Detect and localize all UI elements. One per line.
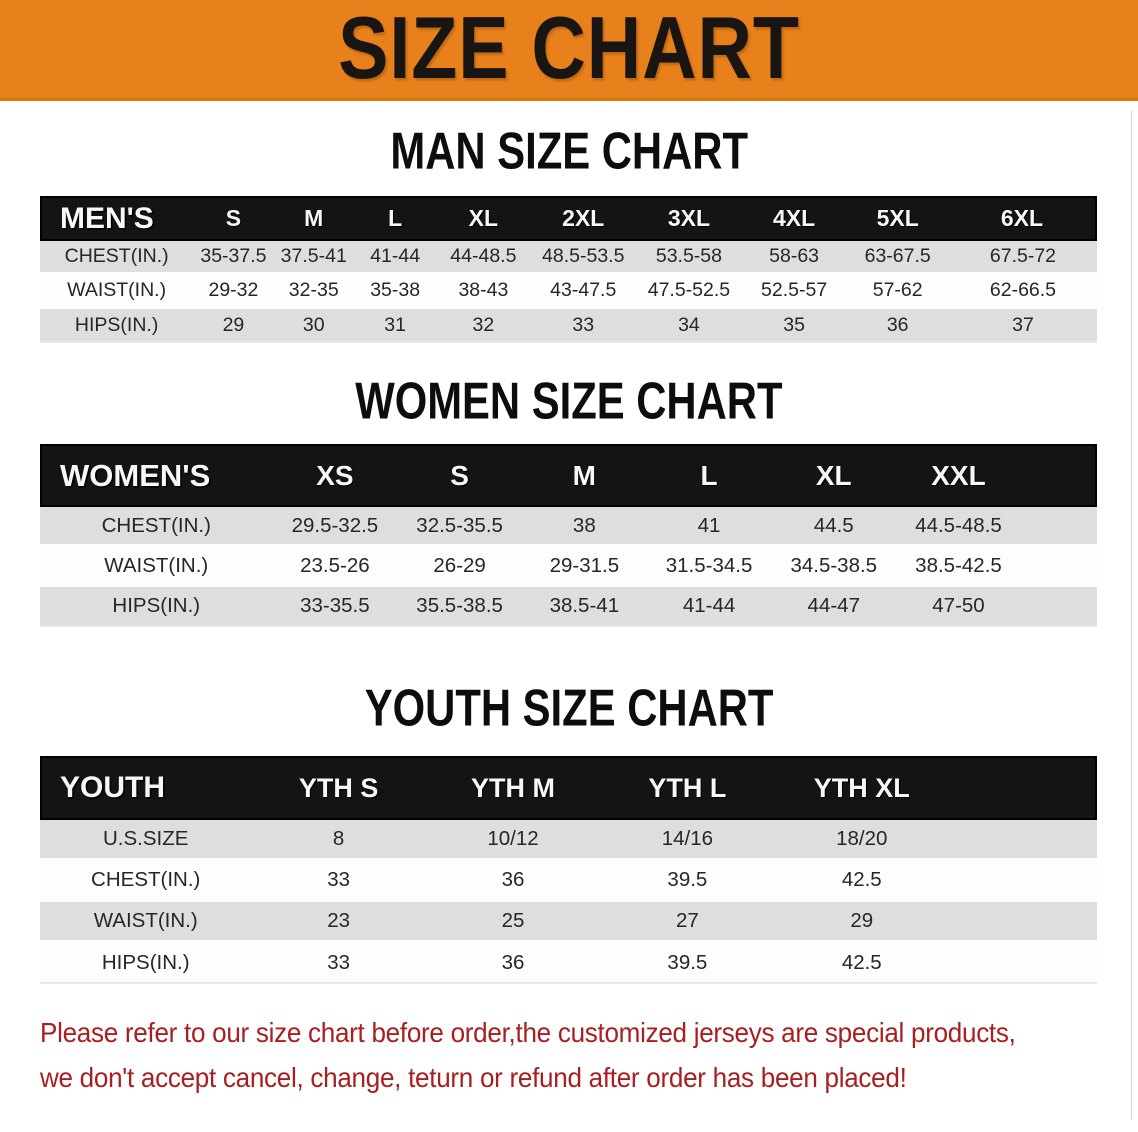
value-cell: 37.5-41 [274,241,354,275]
value-cell: 47-50 [896,587,1021,627]
women-table-label: WOMEN'S [40,444,273,507]
filler-cell [949,861,1097,902]
value-cell: 38.5-41 [522,587,647,627]
value-cell: 53.5-58 [636,241,742,275]
filler-cell [1021,507,1097,547]
value-cell: 29 [193,309,273,343]
men-size-col: S [193,196,273,241]
women-size-col: M [522,444,647,507]
filler-cell [949,902,1097,943]
youth-waist-row [40,902,1097,943]
value-cell: 41-44 [354,241,436,275]
men-chest-row [40,241,1097,275]
value-cell: 18/20 [775,820,949,861]
value-cell: 36 [426,861,600,902]
filler-cell [1021,547,1097,587]
value-cell: 29.5-32.5 [273,507,398,547]
disclaimer-line-2: we don't accept cancel, change, teturn or refund after order has been placed! [40,1062,907,1093]
women-header-row [40,444,1097,507]
value-cell: 58-63 [742,241,847,275]
value-cell: 44-48.5 [436,241,530,275]
disclaimer-line-1: Please refer to our size chart before order,the customized jerseys are special products, [40,1017,1016,1048]
value-cell: 35-38 [354,275,436,309]
disclaimer [40,1010,1138,1100]
value-cell: 57-62 [846,275,949,309]
youth-section-heading [0,679,1138,738]
men-size-col: M [274,196,354,241]
value-cell: 10/12 [426,820,600,861]
row-label: CHEST(IN.) [40,861,251,902]
value-cell: 41 [647,507,772,547]
value-cell: 35-37.5 [193,241,273,275]
scan-edge-artifact [1131,110,1132,1120]
value-cell: 33 [251,943,425,984]
youth-size-col: YTH XL [775,756,949,820]
value-cell: 32 [436,309,530,343]
women-size-col: XS [273,444,398,507]
value-cell: 31.5-34.5 [647,547,772,587]
men-size-table [40,196,1097,343]
women-heading-text: WOMEN SIZE CHART [355,372,783,431]
men-size-col: XL [436,196,530,241]
value-cell: 26-29 [397,547,522,587]
women-size-col: XL [771,444,896,507]
value-cell: 33-35.5 [273,587,398,627]
men-size-col: 6XL [949,196,1097,241]
filler-cell [949,943,1097,984]
value-cell: 43-47.5 [530,275,636,309]
women-section-heading [0,372,1138,431]
men-table-label: MEN'S [40,196,193,241]
men-size-col: 2XL [530,196,636,241]
value-cell: 38 [522,507,647,547]
value-cell: 42.5 [775,861,949,902]
value-cell: 67.5-72 [949,241,1097,275]
row-label: WAIST(IN.) [40,275,193,309]
value-cell: 33 [530,309,636,343]
value-cell: 63-67.5 [846,241,949,275]
youth-size-col: YTH L [600,756,774,820]
value-cell: 39.5 [600,943,774,984]
value-cell: 47.5-52.5 [636,275,742,309]
value-cell: 37 [949,309,1097,343]
women-waist-row [40,547,1097,587]
men-hips-row [40,309,1097,343]
value-cell: 8 [251,820,425,861]
value-cell: 39.5 [600,861,774,902]
filler-cell [949,820,1097,861]
value-cell: 25 [426,902,600,943]
row-label: CHEST(IN.) [40,507,273,547]
value-cell: 38.5-42.5 [896,547,1021,587]
value-cell: 42.5 [775,943,949,984]
value-cell: 52.5-57 [742,275,847,309]
men-header-row [40,196,1097,241]
filler-cell [1021,444,1097,507]
youth-chest-row [40,861,1097,902]
youth-size-table [40,756,1097,984]
value-cell: 34 [636,309,742,343]
youth-ussize-row [40,820,1097,861]
row-label: WAIST(IN.) [40,547,273,587]
men-size-col: 5XL [846,196,949,241]
women-size-table [40,444,1097,627]
banner-title: SIZE CHART [338,0,800,98]
value-cell: 62-66.5 [949,275,1097,309]
value-cell: 29-31.5 [522,547,647,587]
youth-hips-row [40,943,1097,984]
youth-heading-text: YOUTH SIZE CHART [364,679,774,738]
row-label: WAIST(IN.) [40,902,251,943]
value-cell: 44.5-48.5 [896,507,1021,547]
value-cell: 31 [354,309,436,343]
value-cell: 23 [251,902,425,943]
row-label: HIPS(IN.) [40,587,273,627]
women-size-col: XXL [896,444,1021,507]
value-cell: 33 [251,861,425,902]
value-cell: 32-35 [274,275,354,309]
women-size-col: S [397,444,522,507]
women-size-col: L [647,444,772,507]
men-section-heading [0,122,1138,181]
value-cell: 35 [742,309,847,343]
youth-header-row [40,756,1097,820]
men-waist-row [40,275,1097,309]
value-cell: 29-32 [193,275,273,309]
value-cell: 36 [426,943,600,984]
men-size-col: 3XL [636,196,742,241]
youth-size-col: YTH M [426,756,600,820]
women-hips-row [40,587,1097,627]
youth-size-col: YTH S [251,756,425,820]
value-cell: 48.5-53.5 [530,241,636,275]
row-label: CHEST(IN.) [40,241,193,275]
row-label: HIPS(IN.) [40,309,193,343]
value-cell: 29 [775,902,949,943]
row-label: HIPS(IN.) [40,943,251,984]
youth-table-label: YOUTH [40,756,251,820]
men-size-col: 4XL [742,196,847,241]
value-cell: 30 [274,309,354,343]
value-cell: 34.5-38.5 [771,547,896,587]
value-cell: 14/16 [600,820,774,861]
men-size-col: L [354,196,436,241]
women-chest-row [40,507,1097,547]
filler-cell [1021,587,1097,627]
value-cell: 27 [600,902,774,943]
value-cell: 36 [846,309,949,343]
row-label: U.S.SIZE [40,820,251,861]
value-cell: 44-47 [771,587,896,627]
value-cell: 32.5-35.5 [397,507,522,547]
value-cell: 41-44 [647,587,772,627]
value-cell: 38-43 [436,275,530,309]
men-heading-text: MAN SIZE CHART [390,122,748,181]
value-cell: 44.5 [771,507,896,547]
filler-cell [949,756,1097,820]
size-chart-banner [0,0,1138,101]
value-cell: 23.5-26 [273,547,398,587]
value-cell: 35.5-38.5 [397,587,522,627]
